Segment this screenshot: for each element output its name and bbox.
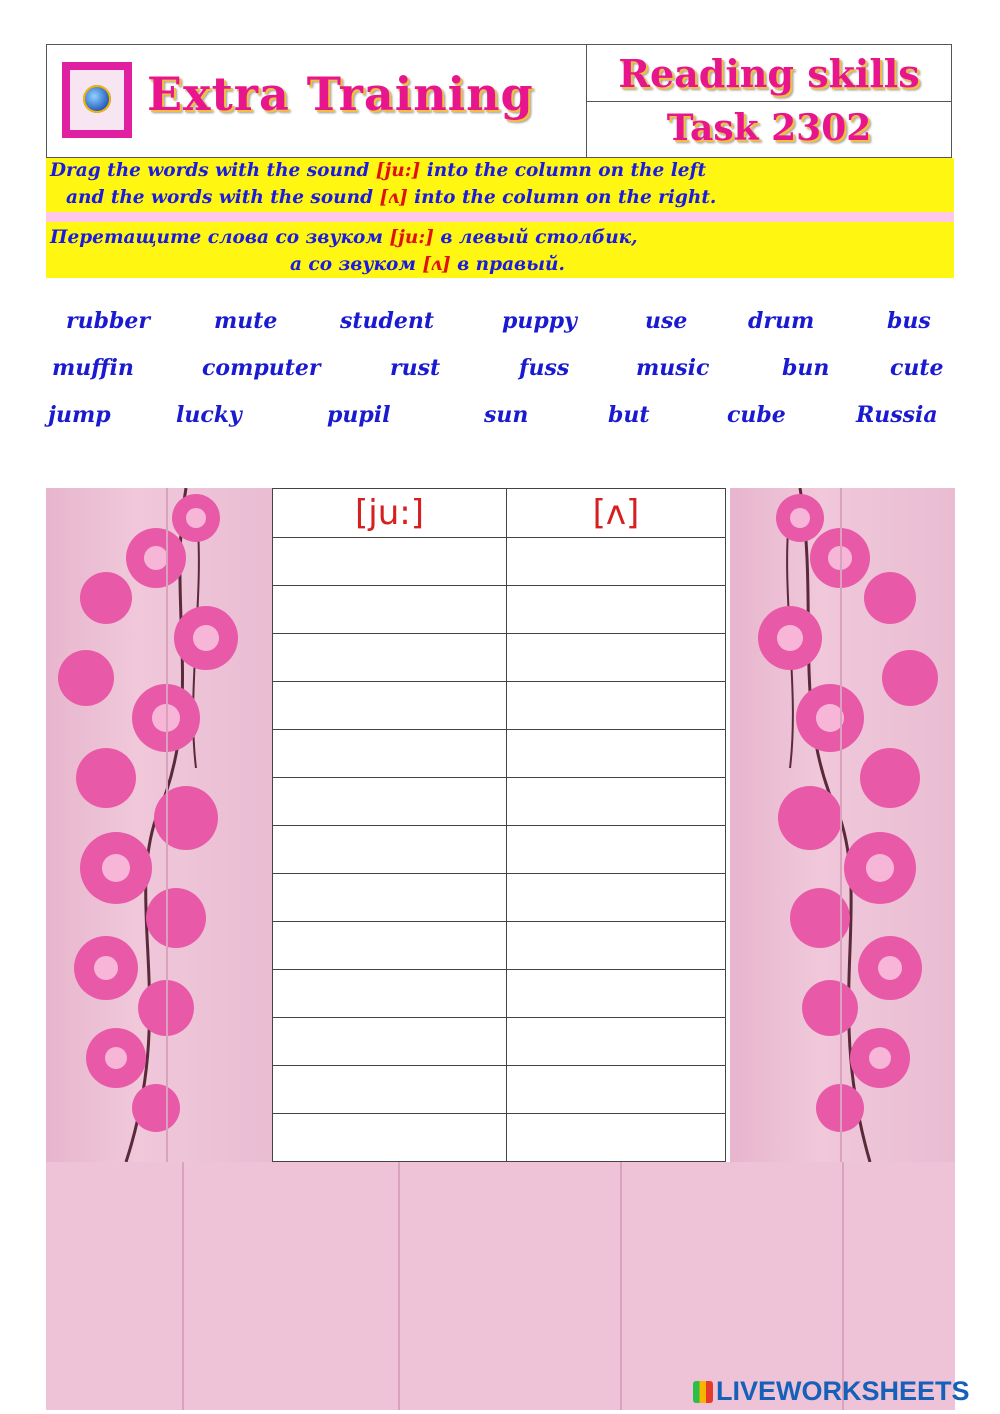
- drop-zone-ju[interactable]: [273, 682, 506, 729]
- drop-zone-ju[interactable]: [273, 586, 506, 633]
- header-box: [46, 44, 952, 158]
- drop-zone-ju[interactable]: [273, 922, 506, 969]
- drop-zone-uh[interactable]: [507, 634, 725, 681]
- draggable-word[interactable]: cute: [890, 355, 944, 381]
- task-label: Task 2302: [666, 107, 872, 149]
- draggable-word[interactable]: use: [645, 308, 688, 334]
- wood-background: [46, 1162, 955, 1410]
- draggable-word[interactable]: bun: [782, 355, 830, 381]
- draggable-word[interactable]: puppy: [502, 308, 577, 334]
- header-brand-cell: [47, 45, 587, 157]
- draggable-word[interactable]: computer: [202, 355, 321, 381]
- column-header-uh: [ʌ]: [592, 493, 640, 533]
- drop-zone-ju[interactable]: [273, 538, 506, 585]
- drop-zone-uh[interactable]: [507, 778, 725, 825]
- draggable-word[interactable]: student: [340, 308, 435, 334]
- drop-zone-ju[interactable]: [273, 730, 506, 777]
- drop-zone-uh[interactable]: [507, 1114, 725, 1161]
- drop-zone-uh[interactable]: [507, 874, 725, 921]
- instructions-english: [46, 158, 954, 212]
- brand-title: Extra Training: [147, 67, 534, 121]
- instructions-russian: [46, 222, 954, 278]
- drop-zone-ju[interactable]: [273, 1114, 506, 1161]
- draggable-word[interactable]: pupil: [327, 402, 391, 428]
- draggable-word[interactable]: Russia: [856, 402, 938, 428]
- liveworksheets-logo: LIVEWORKSHEETS: [693, 1376, 970, 1407]
- drop-zone-uh[interactable]: [507, 1018, 725, 1065]
- cherry-blossom-icon: [730, 488, 955, 1162]
- sorting-table: [272, 488, 726, 1162]
- instruction-en-line1: Drag the words with the sound [ju:] into the column on the left: [50, 160, 707, 181]
- draggable-word[interactable]: cube: [727, 402, 786, 428]
- drop-zone-uh[interactable]: [507, 826, 725, 873]
- draggable-word[interactable]: sun: [484, 402, 529, 428]
- draggable-word[interactable]: bus: [887, 308, 931, 334]
- header-task-cell: [587, 45, 951, 157]
- instruction-ru-line2: а со звуком [ʌ] в правый.: [290, 254, 565, 275]
- draggable-word[interactable]: rust: [390, 355, 441, 381]
- instruction-ru-line1: Перетащите слова со звуком [ju:] в левый столбик,: [50, 227, 638, 248]
- draggable-word[interactable]: jump: [48, 402, 111, 428]
- instruction-divider: [46, 212, 954, 222]
- draggable-word[interactable]: rubber: [66, 308, 150, 334]
- drop-zone-ju[interactable]: [273, 826, 506, 873]
- drop-zone-uh[interactable]: [507, 586, 725, 633]
- drop-zone-uh[interactable]: [507, 922, 725, 969]
- drop-zone-uh[interactable]: [507, 970, 725, 1017]
- column-header-ju: [ju:]: [355, 493, 424, 533]
- draggable-word[interactable]: but: [608, 402, 650, 428]
- drop-zone-ju[interactable]: [273, 970, 506, 1017]
- draggable-word[interactable]: lucky: [176, 402, 242, 428]
- draggable-word[interactable]: muffin: [52, 355, 134, 381]
- section-title: Reading skills: [587, 45, 951, 102]
- logo-icon: [62, 62, 132, 138]
- draggable-word[interactable]: fuss: [519, 355, 570, 381]
- drop-zone-ju[interactable]: [273, 778, 506, 825]
- drop-zone-ju[interactable]: [273, 874, 506, 921]
- instruction-en-line2: and the words with the sound [ʌ] into the column on the right.: [66, 187, 717, 208]
- drop-zone-uh[interactable]: [507, 538, 725, 585]
- flower-image-right: [730, 488, 955, 1162]
- cherry-blossom-icon: [46, 488, 272, 1162]
- draggable-word[interactable]: mute: [214, 308, 278, 334]
- drop-zone-ju[interactable]: [273, 1066, 506, 1113]
- draggable-word[interactable]: music: [636, 355, 710, 381]
- drop-zone-uh[interactable]: [507, 1066, 725, 1113]
- liveworksheets-icon: [693, 1381, 713, 1403]
- drop-zone-ju[interactable]: [273, 634, 506, 681]
- draggable-word[interactable]: drum: [748, 308, 815, 334]
- drop-zone-uh[interactable]: [507, 730, 725, 777]
- drop-zone-ju[interactable]: [273, 1018, 506, 1065]
- flower-image-left: [46, 488, 272, 1162]
- drop-zone-uh[interactable]: [507, 682, 725, 729]
